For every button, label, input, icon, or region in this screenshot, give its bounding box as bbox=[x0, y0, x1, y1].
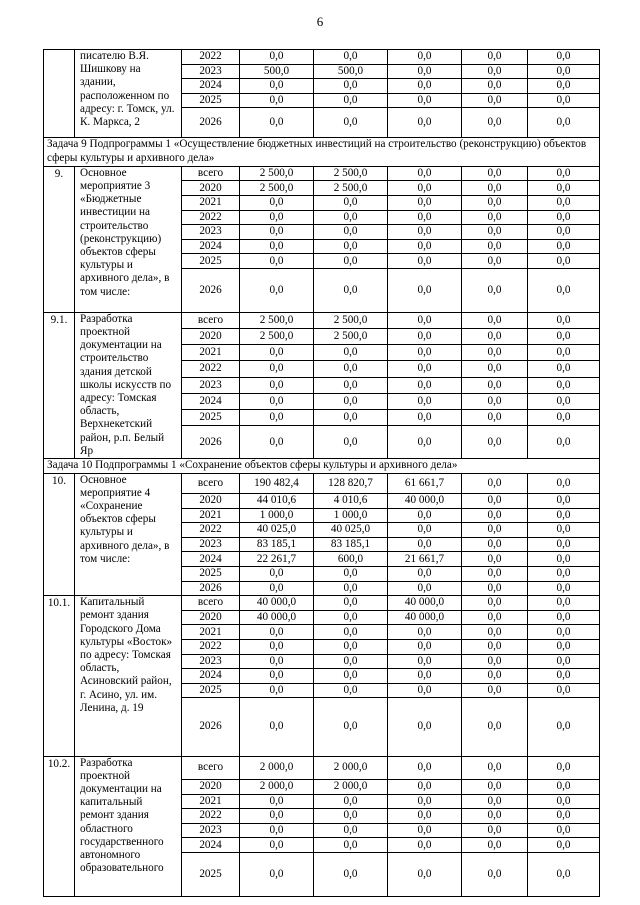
value-cell: 0,0 bbox=[528, 473, 600, 493]
value-cell: 0,0 bbox=[240, 93, 314, 108]
value-cell: 0,0 bbox=[462, 345, 528, 361]
value-cell: 0,0 bbox=[314, 625, 388, 640]
value-cell: 61 661,7 bbox=[388, 473, 462, 493]
value-cell: 0,0 bbox=[528, 361, 600, 377]
value-cell: 2 000,0 bbox=[240, 756, 314, 779]
value-cell: 0,0 bbox=[388, 361, 462, 377]
value-cell: 0,0 bbox=[388, 181, 462, 196]
value-cell: 2 500,0 bbox=[314, 312, 388, 328]
value-cell: 600,0 bbox=[314, 552, 388, 567]
value-cell: 0,0 bbox=[240, 79, 314, 94]
row-number bbox=[44, 50, 75, 138]
year-cell: 2024 bbox=[182, 669, 240, 684]
year-cell: 2023 bbox=[182, 225, 240, 240]
value-cell: 0,0 bbox=[240, 410, 314, 426]
value-cell: 0,0 bbox=[462, 195, 528, 210]
value-cell: 0,0 bbox=[462, 780, 528, 795]
year-cell: 2024 bbox=[182, 79, 240, 94]
value-cell: 0,0 bbox=[462, 393, 528, 409]
value-cell: 0,0 bbox=[528, 625, 600, 640]
value-cell: 0,0 bbox=[388, 581, 462, 596]
value-cell: 0,0 bbox=[240, 225, 314, 240]
value-cell: 40 000,0 bbox=[388, 596, 462, 611]
value-cell: 0,0 bbox=[388, 225, 462, 240]
value-cell: 2 500,0 bbox=[240, 328, 314, 344]
page-number: 6 bbox=[316, 14, 324, 29]
value-cell: 0,0 bbox=[314, 393, 388, 409]
value-cell: 0,0 bbox=[528, 239, 600, 254]
value-cell: 0,0 bbox=[528, 181, 600, 196]
value-cell: 0,0 bbox=[314, 377, 388, 393]
value-cell: 0,0 bbox=[388, 426, 462, 459]
value-cell: 0,0 bbox=[240, 639, 314, 654]
value-cell: 0,0 bbox=[462, 426, 528, 459]
value-cell: 0,0 bbox=[314, 669, 388, 684]
value-cell: 0,0 bbox=[462, 625, 528, 640]
value-cell: 0,0 bbox=[388, 756, 462, 779]
value-cell: 0,0 bbox=[388, 108, 462, 137]
year-cell: всего bbox=[182, 166, 240, 181]
value-cell: 2 500,0 bbox=[314, 181, 388, 196]
value-cell: 0,0 bbox=[462, 254, 528, 269]
value-cell: 0,0 bbox=[314, 698, 388, 756]
value-cell: 0,0 bbox=[314, 683, 388, 698]
value-cell: 22 261,7 bbox=[240, 552, 314, 567]
value-cell: 0,0 bbox=[528, 552, 600, 567]
value-cell: 0,0 bbox=[528, 566, 600, 581]
value-cell: 21 661,7 bbox=[388, 552, 462, 567]
value-cell: 0,0 bbox=[462, 596, 528, 611]
value-cell: 0,0 bbox=[314, 809, 388, 824]
year-cell: 2022 bbox=[182, 361, 240, 377]
value-cell: 0,0 bbox=[528, 654, 600, 669]
value-cell: 0,0 bbox=[314, 639, 388, 654]
value-cell: 0,0 bbox=[314, 210, 388, 225]
value-cell: 44 010,6 bbox=[240, 493, 314, 508]
value-cell: 2 000,0 bbox=[314, 756, 388, 779]
value-cell: 0,0 bbox=[314, 345, 388, 361]
value-cell: 0,0 bbox=[240, 426, 314, 459]
value-cell: 0,0 bbox=[462, 410, 528, 426]
value-cell: 0,0 bbox=[314, 654, 388, 669]
row-number: 9.1. bbox=[44, 312, 75, 458]
value-cell: 0,0 bbox=[528, 698, 600, 756]
value-cell: 0,0 bbox=[240, 210, 314, 225]
year-cell: всего bbox=[182, 312, 240, 328]
value-cell: 2 500,0 bbox=[314, 328, 388, 344]
value-cell: 0,0 bbox=[528, 268, 600, 312]
row-number: 9. bbox=[44, 166, 75, 312]
value-cell: 500,0 bbox=[240, 64, 314, 79]
value-cell: 1 000,0 bbox=[314, 508, 388, 523]
value-cell: 0,0 bbox=[462, 93, 528, 108]
value-cell: 0,0 bbox=[528, 210, 600, 225]
value-cell: 0,0 bbox=[314, 596, 388, 611]
value-cell: 0,0 bbox=[314, 108, 388, 137]
value-cell: 0,0 bbox=[462, 610, 528, 625]
value-cell: 0,0 bbox=[314, 239, 388, 254]
value-cell: 0,0 bbox=[314, 254, 388, 269]
value-cell: 0,0 bbox=[462, 581, 528, 596]
value-cell: 0,0 bbox=[314, 361, 388, 377]
value-cell: 0,0 bbox=[314, 50, 388, 65]
value-cell: 0,0 bbox=[528, 108, 600, 137]
value-cell: 0,0 bbox=[462, 853, 528, 897]
table-row bbox=[44, 50, 600, 65]
value-cell: 0,0 bbox=[528, 756, 600, 779]
year-cell: 2020 bbox=[182, 181, 240, 196]
value-cell: 0,0 bbox=[240, 853, 314, 897]
value-cell: 0,0 bbox=[528, 639, 600, 654]
value-cell: 0,0 bbox=[388, 537, 462, 552]
value-cell: 0,0 bbox=[388, 410, 462, 426]
value-cell: 0,0 bbox=[314, 566, 388, 581]
value-cell: 4 010,6 bbox=[314, 493, 388, 508]
value-cell: 0,0 bbox=[528, 493, 600, 508]
value-cell: 0,0 bbox=[528, 93, 600, 108]
value-cell: 0,0 bbox=[462, 639, 528, 654]
value-cell: 0,0 bbox=[388, 93, 462, 108]
value-cell: 0,0 bbox=[462, 239, 528, 254]
value-cell: 0,0 bbox=[240, 625, 314, 640]
value-cell: 0,0 bbox=[528, 794, 600, 809]
value-cell: 0,0 bbox=[388, 50, 462, 65]
value-cell: 0,0 bbox=[388, 566, 462, 581]
year-cell: 2024 bbox=[182, 552, 240, 567]
year-cell: 2025 bbox=[182, 853, 240, 897]
value-cell: 0,0 bbox=[462, 328, 528, 344]
measure-name: Основное мероприятие 3 «Бюджетные инвестиции на строительство (реконструкцию) объектов сферы культуры и архивного дела», в том числе: bbox=[75, 166, 182, 312]
value-cell: 0,0 bbox=[314, 838, 388, 853]
value-cell: 0,0 bbox=[528, 195, 600, 210]
task-row bbox=[44, 137, 600, 166]
value-cell: 0,0 bbox=[388, 345, 462, 361]
year-cell: 2022 bbox=[182, 639, 240, 654]
year-cell: 2026 bbox=[182, 108, 240, 137]
value-cell: 0,0 bbox=[528, 166, 600, 181]
measure-name: Капитальный ремонт здания Городского Дома культуры «Восток» по адресу: Томская область, Асиновский район, г. Асино, ул. им. Ленина, д. 19 bbox=[75, 596, 182, 757]
task-heading: Задача 10 Подпрограммы 1 «Сохранение объектов сферы культуры и архивного дела» bbox=[44, 458, 600, 473]
year-cell: 2025 bbox=[182, 683, 240, 698]
year-cell: 2026 bbox=[182, 426, 240, 459]
value-cell: 0,0 bbox=[528, 328, 600, 344]
value-cell: 0,0 bbox=[462, 523, 528, 538]
value-cell: 0,0 bbox=[462, 809, 528, 824]
value-cell: 0,0 bbox=[240, 794, 314, 809]
value-cell: 0,0 bbox=[528, 596, 600, 611]
value-cell: 0,0 bbox=[240, 654, 314, 669]
value-cell: 2 500,0 bbox=[240, 181, 314, 196]
value-cell: 0,0 bbox=[528, 823, 600, 838]
value-cell: 0,0 bbox=[240, 698, 314, 756]
value-cell: 0,0 bbox=[528, 809, 600, 824]
value-cell: 0,0 bbox=[528, 669, 600, 684]
year-cell: 2022 bbox=[182, 809, 240, 824]
year-cell: 2026 bbox=[182, 268, 240, 312]
value-cell: 40 000,0 bbox=[388, 493, 462, 508]
value-cell: 0,0 bbox=[462, 566, 528, 581]
year-cell: 2021 bbox=[182, 508, 240, 523]
value-cell: 0,0 bbox=[314, 823, 388, 838]
value-cell: 0,0 bbox=[528, 537, 600, 552]
year-cell: 2021 bbox=[182, 794, 240, 809]
value-cell: 0,0 bbox=[462, 698, 528, 756]
table-row bbox=[44, 473, 600, 493]
value-cell: 0,0 bbox=[528, 581, 600, 596]
value-cell: 0,0 bbox=[314, 853, 388, 897]
value-cell: 0,0 bbox=[388, 64, 462, 79]
value-cell: 0,0 bbox=[388, 683, 462, 698]
row-number: 10.2. bbox=[44, 756, 75, 896]
value-cell: 0,0 bbox=[462, 683, 528, 698]
value-cell: 0,0 bbox=[314, 426, 388, 459]
value-cell: 0,0 bbox=[314, 195, 388, 210]
value-cell: 0,0 bbox=[240, 195, 314, 210]
year-cell: 2024 bbox=[182, 838, 240, 853]
value-cell: 0,0 bbox=[388, 312, 462, 328]
year-cell: 2022 bbox=[182, 50, 240, 65]
value-cell: 0,0 bbox=[388, 823, 462, 838]
value-cell: 0,0 bbox=[314, 794, 388, 809]
value-cell: 0,0 bbox=[388, 239, 462, 254]
value-cell: 0,0 bbox=[388, 523, 462, 538]
value-cell: 0,0 bbox=[388, 328, 462, 344]
value-cell: 0,0 bbox=[528, 345, 600, 361]
value-cell: 2 500,0 bbox=[240, 166, 314, 181]
year-cell: 2020 bbox=[182, 328, 240, 344]
year-cell: 2023 bbox=[182, 64, 240, 79]
value-cell: 0,0 bbox=[462, 794, 528, 809]
year-cell: 2022 bbox=[182, 210, 240, 225]
value-cell: 0,0 bbox=[240, 809, 314, 824]
value-cell: 0,0 bbox=[388, 210, 462, 225]
year-cell: 2025 bbox=[182, 410, 240, 426]
value-cell: 0,0 bbox=[462, 108, 528, 137]
budget-table bbox=[43, 49, 600, 897]
measure-name: Основное мероприятие 4 «Сохранение объектов сферы культуры и архивного дела», в том числе: bbox=[75, 473, 182, 596]
value-cell: 0,0 bbox=[462, 756, 528, 779]
value-cell: 0,0 bbox=[388, 698, 462, 756]
measure-name: писателю В.Я. Шишкову на здании, расположенном по адресу: г. Томск, ул. К. Маркса, 2 bbox=[75, 50, 182, 138]
value-cell: 0,0 bbox=[528, 780, 600, 795]
value-cell: 0,0 bbox=[240, 108, 314, 137]
value-cell: 0,0 bbox=[462, 493, 528, 508]
value-cell: 0,0 bbox=[314, 225, 388, 240]
value-cell: 0,0 bbox=[462, 210, 528, 225]
value-cell: 0,0 bbox=[528, 853, 600, 897]
year-cell: 2025 bbox=[182, 566, 240, 581]
year-cell: 2026 bbox=[182, 698, 240, 756]
year-cell: 2020 bbox=[182, 610, 240, 625]
value-cell: 0,0 bbox=[388, 853, 462, 897]
value-cell: 0,0 bbox=[240, 823, 314, 838]
value-cell: 0,0 bbox=[528, 610, 600, 625]
value-cell: 0,0 bbox=[240, 50, 314, 65]
value-cell: 0,0 bbox=[240, 268, 314, 312]
measure-name: Разработка проектной документации на строительство здания детской школы искусств по адресу: Томская область, Верхнекетский район, р.п. Белый Яр bbox=[75, 312, 182, 458]
value-cell: 0,0 bbox=[388, 809, 462, 824]
task-row bbox=[44, 458, 600, 473]
year-cell: 2025 bbox=[182, 93, 240, 108]
value-cell: 0,0 bbox=[388, 838, 462, 853]
value-cell: 0,0 bbox=[388, 508, 462, 523]
table-row bbox=[44, 312, 600, 328]
table-row bbox=[44, 596, 600, 611]
value-cell: 0,0 bbox=[240, 361, 314, 377]
value-cell: 500,0 bbox=[314, 64, 388, 79]
value-cell: 0,0 bbox=[528, 410, 600, 426]
value-cell: 0,0 bbox=[240, 254, 314, 269]
year-cell: 2021 bbox=[182, 195, 240, 210]
value-cell: 0,0 bbox=[388, 669, 462, 684]
year-cell: 2021 bbox=[182, 345, 240, 361]
value-cell: 0,0 bbox=[528, 393, 600, 409]
value-cell: 0,0 bbox=[528, 426, 600, 459]
year-cell: 2024 bbox=[182, 239, 240, 254]
value-cell: 0,0 bbox=[388, 780, 462, 795]
value-cell: 0,0 bbox=[528, 254, 600, 269]
year-cell: всего bbox=[182, 473, 240, 493]
value-cell: 0,0 bbox=[240, 838, 314, 853]
value-cell: 0,0 bbox=[462, 225, 528, 240]
year-cell: 2023 bbox=[182, 537, 240, 552]
value-cell: 0,0 bbox=[462, 473, 528, 493]
value-cell: 40 000,0 bbox=[388, 610, 462, 625]
task-heading: Задача 9 Подпрограммы 1 «Осуществление бюджетных инвестиций на строительство (реконструкцию) объектов сферы культуры и архивного дела» bbox=[44, 137, 600, 166]
value-cell: 0,0 bbox=[314, 93, 388, 108]
value-cell: 0,0 bbox=[528, 523, 600, 538]
value-cell: 0,0 bbox=[388, 625, 462, 640]
year-cell: 2023 bbox=[182, 377, 240, 393]
value-cell: 0,0 bbox=[528, 683, 600, 698]
value-cell: 0,0 bbox=[462, 312, 528, 328]
value-cell: 190 482,4 bbox=[240, 473, 314, 493]
year-cell: всего bbox=[182, 756, 240, 779]
value-cell: 83 185,1 bbox=[240, 537, 314, 552]
value-cell: 1 000,0 bbox=[240, 508, 314, 523]
value-cell: 0,0 bbox=[240, 377, 314, 393]
value-cell: 0,0 bbox=[388, 794, 462, 809]
value-cell: 0,0 bbox=[388, 254, 462, 269]
value-cell: 0,0 bbox=[462, 838, 528, 853]
value-cell: 83 185,1 bbox=[314, 537, 388, 552]
value-cell: 0,0 bbox=[462, 508, 528, 523]
value-cell: 0,0 bbox=[388, 393, 462, 409]
value-cell: 0,0 bbox=[388, 195, 462, 210]
value-cell: 40 025,0 bbox=[240, 523, 314, 538]
value-cell: 40 025,0 bbox=[314, 523, 388, 538]
value-cell: 0,0 bbox=[388, 654, 462, 669]
year-cell: 2020 bbox=[182, 780, 240, 795]
value-cell: 2 000,0 bbox=[314, 780, 388, 795]
value-cell: 0,0 bbox=[462, 361, 528, 377]
year-cell: 2025 bbox=[182, 254, 240, 269]
value-cell: 0,0 bbox=[240, 669, 314, 684]
value-cell: 0,0 bbox=[240, 345, 314, 361]
value-cell: 0,0 bbox=[462, 79, 528, 94]
value-cell: 0,0 bbox=[528, 312, 600, 328]
value-cell: 0,0 bbox=[462, 669, 528, 684]
value-cell: 0,0 bbox=[528, 508, 600, 523]
value-cell: 0,0 bbox=[528, 377, 600, 393]
year-cell: всего bbox=[182, 596, 240, 611]
value-cell: 0,0 bbox=[462, 537, 528, 552]
year-cell: 2024 bbox=[182, 393, 240, 409]
year-cell: 2021 bbox=[182, 625, 240, 640]
value-cell: 0,0 bbox=[314, 610, 388, 625]
value-cell: 0,0 bbox=[314, 581, 388, 596]
value-cell: 128 820,7 bbox=[314, 473, 388, 493]
value-cell: 0,0 bbox=[388, 166, 462, 181]
value-cell: 0,0 bbox=[462, 552, 528, 567]
value-cell: 0,0 bbox=[528, 79, 600, 94]
value-cell: 0,0 bbox=[240, 683, 314, 698]
value-cell: 0,0 bbox=[462, 268, 528, 312]
table-row bbox=[44, 166, 600, 181]
value-cell: 0,0 bbox=[528, 64, 600, 79]
table-row bbox=[44, 756, 600, 779]
budget-table-body bbox=[44, 50, 600, 897]
value-cell: 2 500,0 bbox=[240, 312, 314, 328]
value-cell: 0,0 bbox=[388, 268, 462, 312]
value-cell: 0,0 bbox=[462, 377, 528, 393]
year-cell: 2023 bbox=[182, 823, 240, 838]
value-cell: 0,0 bbox=[314, 268, 388, 312]
value-cell: 40 000,0 bbox=[240, 596, 314, 611]
year-cell: 2023 bbox=[182, 654, 240, 669]
year-cell: 2026 bbox=[182, 581, 240, 596]
value-cell: 0,0 bbox=[462, 50, 528, 65]
value-cell: 0,0 bbox=[528, 225, 600, 240]
value-cell: 0,0 bbox=[388, 639, 462, 654]
measure-name: Разработка проектной документации на капитальный ремонт здания областного государственного автономного образовательного bbox=[75, 756, 182, 896]
value-cell: 0,0 bbox=[462, 823, 528, 838]
value-cell: 0,0 bbox=[388, 79, 462, 94]
value-cell: 0,0 bbox=[314, 79, 388, 94]
value-cell: 40 000,0 bbox=[240, 610, 314, 625]
value-cell: 0,0 bbox=[528, 50, 600, 65]
value-cell: 0,0 bbox=[462, 166, 528, 181]
value-cell: 0,0 bbox=[462, 64, 528, 79]
value-cell: 2 500,0 bbox=[314, 166, 388, 181]
value-cell: 0,0 bbox=[240, 581, 314, 596]
value-cell: 0,0 bbox=[388, 377, 462, 393]
value-cell: 2 000,0 bbox=[240, 780, 314, 795]
row-number: 10.1. bbox=[44, 596, 75, 757]
year-cell: 2022 bbox=[182, 523, 240, 538]
value-cell: 0,0 bbox=[240, 393, 314, 409]
value-cell: 0,0 bbox=[240, 566, 314, 581]
value-cell: 0,0 bbox=[314, 410, 388, 426]
value-cell: 0,0 bbox=[528, 838, 600, 853]
value-cell: 0,0 bbox=[462, 181, 528, 196]
value-cell: 0,0 bbox=[462, 654, 528, 669]
value-cell: 0,0 bbox=[240, 239, 314, 254]
row-number: 10. bbox=[44, 473, 75, 596]
year-cell: 2020 bbox=[182, 493, 240, 508]
